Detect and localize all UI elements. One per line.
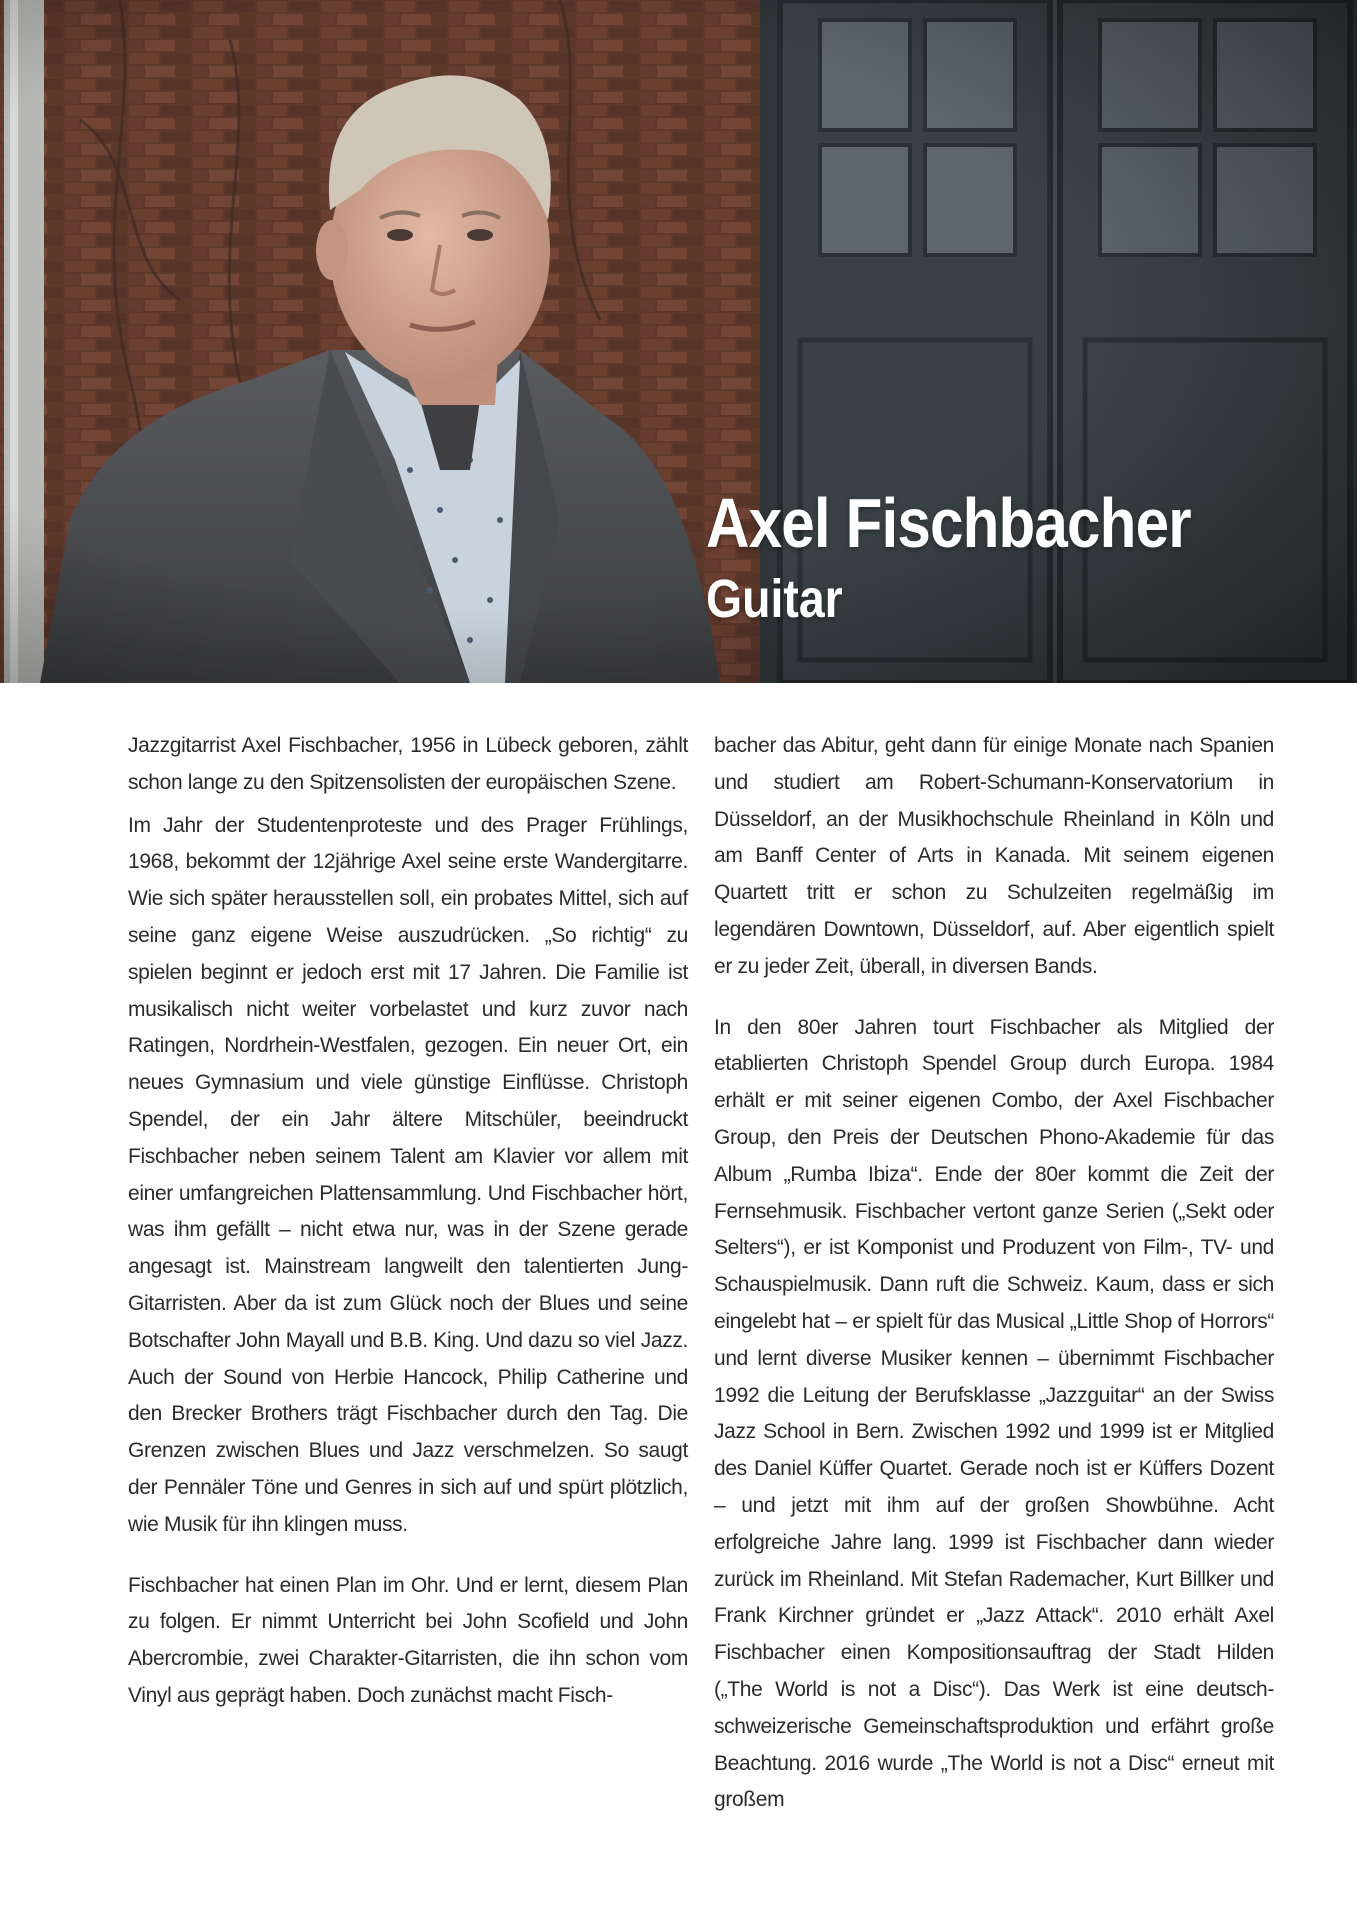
paragraph: bacher das Abitur, geht dann für einige Monate nach Spanien und studiert am Robert-Schumann-Konservatorium in Düsseldorf, an der Musikhochschule Rheinland in Köln und am Banff Center of Arts in Kanada. Mit seinem eigenen Quartett tritt er schon zu Schulzeiten regelmäßig im legendären Downtown, Düsseldorf, auf. Aber eigentlich spielt er zu jeder Zeit, überall, in diversen Bands. — [714, 734, 1274, 978]
hero-title — [706, 484, 1270, 629]
paragraph: Jazzgitarrist Axel Fischbacher, 1956 in Lübeck geboren, zählt schon lange zu den Spitzensolisten der europäischen Szene. — [128, 734, 688, 794]
biography-text — [128, 728, 1274, 1848]
paragraph: In den 80er Jahren tourt Fischbacher als Mitglied der etablierten Christoph Spendel Group durch Europa. 1984 erhält er mit seiner eigenen Combo, der Axel Fischbacher Group, den Preis der Deutschen Phono-Akademie für das Album „Rumba Ibiza“. Ende der 80er kommt die Zeit der Fernsehmusik. Fischbacher vertont ganze Serien („Sekt oder Selters“), er ist Komponist und Produzent von Film-, TV- und Schauspielmusik. Dann ruft die Schweiz. Kaum, dass er sich eingelebt hat – er spielt für das Musical „Little Shop of Horrors“ und lernt diverse Musiker kennen – übernimmt Fischbacher 1992 die Leitung der Berufsklasse „Jazzguitar“ an der Swiss Jazz School in Bern. Zwischen 1992 und 1999 ist er Mitglied des Daniel Küffer Quartet. Gerade noch ist er Küffers Dozent – und jetzt mit ihm auf der großen Showbühne. Acht erfolgreiche Jahre lang. 1999 ist Fischbacher dann wieder zurück im Rheinland. Mit Stefan Rademacher, Kurt Billker und Frank Kirchner gründet er „Jazz Attack“. 2010 erhält Axel Fischbacher einen Kompositionsauftrag der Stadt Hilden („The World is not a Disc“). Das Werk ist eine deutsch-schweizerische Gemeinschaftsproduktion und erfährt große Beachtung. 2016 wurde „The World is not a Disc“ erneut mit großem — [714, 1015, 1274, 1812]
paragraph: Fischbacher hat einen Plan im Ohr. Und er lernt, diesem Plan zu folgen. Er nimmt Unterricht bei John Scofield und John Abercrombie, zwei Charakter-Gitarristen, die ihn schon vom Vinyl aus geprägt haben. Doch zunächst macht Fisch- — [128, 1573, 688, 1707]
left-column — [128, 728, 688, 1715]
artist-instrument: Guitar — [706, 569, 843, 629]
right-column — [714, 728, 1274, 1819]
hero-photo — [0, 0, 1357, 683]
artist-name: Axel Fischbacher — [706, 484, 1191, 562]
paragraph: Im Jahr der Studentenproteste und des Prager Frühlings, 1968, bekommt der 12jährige Axel seine erste Wandergitarre. Wie sich später herausstellen soll, ein probates Mittel, sich auf seine ganz eigene Weise auszudrücken. „So richtig“ zu spielen beginnt er jedoch erst mit 17 Jahren. Die Familie ist musikalisch nicht weiter vorbelastet und kurz zuvor nach Ratingen, Nordrhein-Westfalen, gezogen. Ein neuer Ort, ein neues Gymnasium und viele günstige Einflüsse. Christoph Spendel, der ein Jahr ältere Mitschüler, beeindruckt Fischbacher neben seinem Talent am Klavier vor allem mit einer umfangreichen Plattensammlung. Und Fischbacher hört, was ihm gefällt – nicht etwa nur, was in der Szene gerade angesagt ist. Mainstream langweilt den talentierten Jung-Gitarristen. Aber da ist zum Glück noch der Blues und seine Botschafter John Mayall und B.B. King. Und dazu so viel Jazz. Auch der Sound von Herbie Hancock, Philip Catherine und den Brecker Brothers trägt Fischbacher durch den Tag. Die Grenzen zwischen Blues und Jazz verschmelzen. So saugt der Pennäler Töne und Genres in sich auf und spürt plötzlich, wie Musik für ihn klingen muss. — [128, 813, 688, 1536]
